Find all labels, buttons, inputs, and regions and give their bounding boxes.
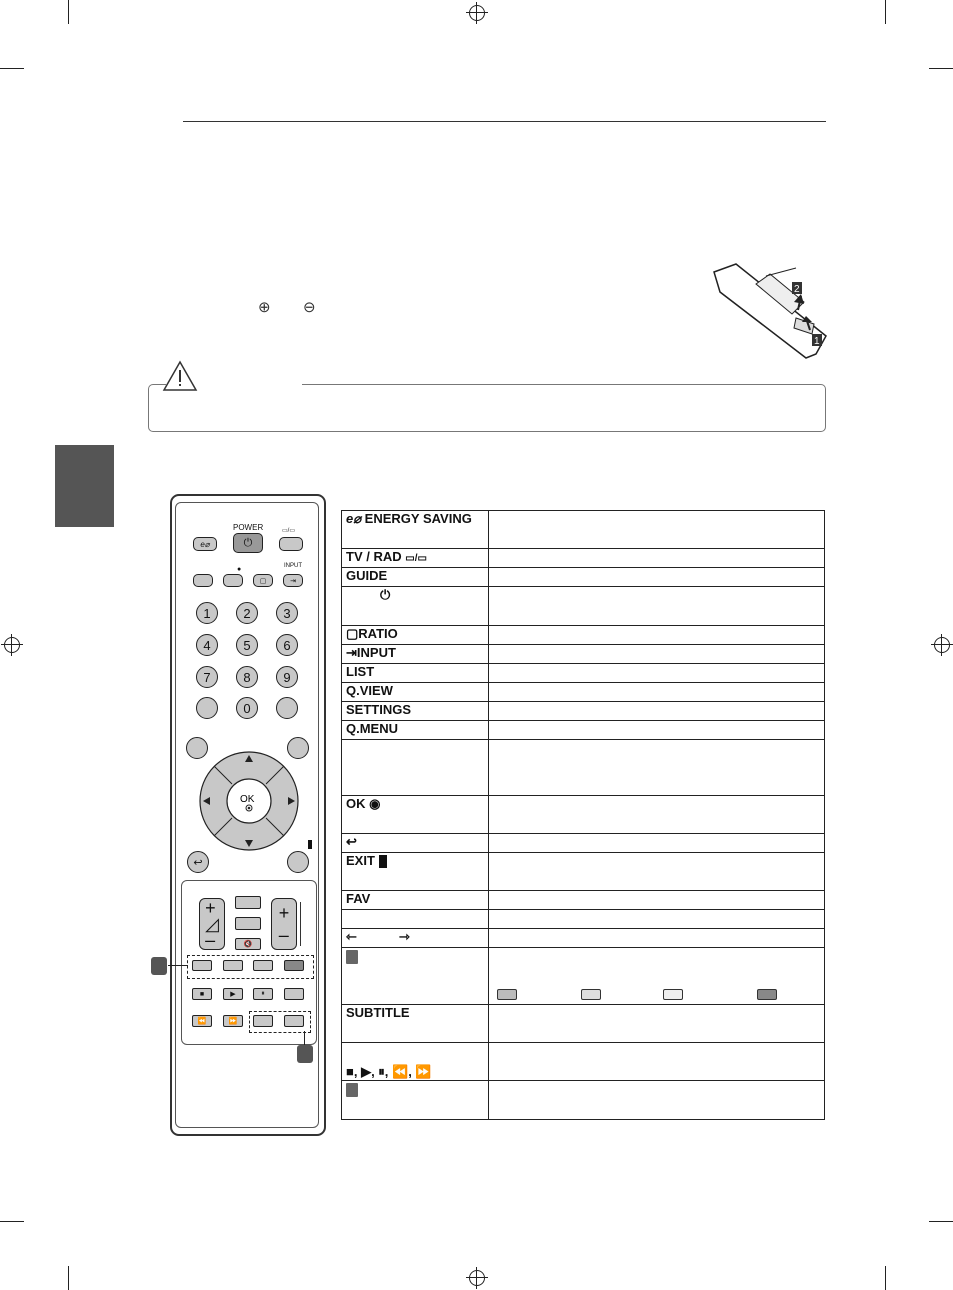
navigation-pad[interactable] [198, 749, 300, 853]
table-row [342, 796, 825, 834]
text-button[interactable] [253, 1015, 273, 1027]
yellow-button[interactable] [253, 960, 273, 971]
key-label: ENERGY SAVING [364, 511, 472, 526]
table-row [342, 626, 825, 645]
3d-button[interactable] [235, 917, 261, 930]
trim-mark [929, 68, 953, 69]
step-1-label: 1 [814, 336, 820, 347]
table-row [342, 683, 825, 702]
number-button-3[interactable]: 3 [276, 602, 298, 624]
table-row [342, 568, 825, 587]
key-label: SUBTITLE [342, 1005, 489, 1043]
table-row [342, 1043, 825, 1081]
number-button-6[interactable]: 6 [276, 634, 298, 656]
tv-radio-icon: ▭/▭ [405, 553, 427, 564]
pause-icon: ⏸ [261, 990, 265, 997]
callout-marker-b [297, 1045, 313, 1063]
key-label: SETTINGS [342, 702, 489, 721]
mute-icon: 🔇 [243, 941, 253, 948]
table-row [342, 740, 825, 796]
power-label: POWER [233, 523, 264, 532]
trim-mark [0, 68, 24, 69]
input-icon: ⇥ [290, 577, 296, 585]
rewind-button[interactable] [192, 1015, 212, 1027]
number-button-8[interactable]: 8 [236, 666, 258, 688]
table-row [342, 511, 825, 549]
tv-rad-button[interactable] [279, 537, 303, 551]
header-rule [183, 121, 826, 122]
t-opt-button[interactable] [284, 1015, 304, 1027]
key-label: INPUT [356, 645, 396, 660]
number-button-9[interactable]: 9 [276, 666, 298, 688]
key-label: GUIDE [342, 568, 489, 587]
subtitle-button[interactable] [284, 988, 304, 1000]
remote-key-table [341, 510, 825, 1120]
table-row [342, 929, 825, 948]
page-left-icon: ⇽ [346, 929, 357, 944]
number-button-2[interactable]: 2 [236, 602, 258, 624]
minus-icon: ⊖ [303, 299, 316, 316]
input-label: INPUT [284, 563, 302, 569]
table-row [342, 1005, 825, 1043]
qview-button[interactable] [276, 697, 298, 719]
color-square-icon [346, 1083, 358, 1097]
blue-button[interactable] [284, 960, 304, 971]
pause-button[interactable] [253, 988, 273, 1000]
registration-mark [934, 637, 950, 653]
registration-mark [469, 5, 485, 21]
table-row [342, 891, 825, 910]
mic-button[interactable] [223, 574, 243, 587]
ratio-icon: ▢ [346, 626, 359, 641]
red-button-icon [497, 989, 517, 1000]
key-label: EXIT [346, 853, 375, 868]
number-button-1[interactable]: 1 [196, 602, 218, 624]
ratio-button[interactable] [253, 574, 273, 587]
trim-mark [68, 0, 69, 24]
warning-icon [162, 360, 198, 392]
table-row [342, 645, 825, 664]
color-square-icon [346, 950, 358, 964]
exit-button[interactable] [287, 851, 309, 873]
stop-icon: ■ [199, 990, 205, 998]
volume-rocker[interactable]: + ◿ – [199, 898, 225, 950]
ok-dot-icon: ◉ [369, 796, 381, 811]
trim-mark [929, 1221, 953, 1222]
green-button[interactable] [223, 960, 243, 971]
back-icon: ↩ [193, 856, 203, 869]
number-button-7[interactable]: 7 [196, 666, 218, 688]
mic-icon: ● [237, 566, 242, 573]
key-label: RATIO [358, 626, 398, 641]
fast-forward-button[interactable] [223, 1015, 243, 1027]
eco-icon: e⌀ [200, 539, 210, 549]
trim-mark [885, 0, 886, 24]
table-row [342, 721, 825, 740]
channel-rocker[interactable]: + – [271, 898, 297, 950]
key-label: LIST [342, 664, 489, 683]
table-row [342, 549, 825, 568]
rewind-icon: ⏪ [197, 1018, 207, 1025]
section-tab [55, 445, 114, 527]
eco-icon: e⌀ [346, 511, 365, 526]
key-label: Q.VIEW [342, 683, 489, 702]
trim-mark [885, 1266, 886, 1290]
stop-button[interactable] [192, 988, 212, 1000]
registration-mark [4, 637, 20, 653]
ratio-icon: ▢ [259, 577, 267, 585]
page-arrows-icon [300, 902, 301, 946]
key-label: OK [346, 796, 366, 811]
key-label: FAV [342, 891, 489, 910]
mute-button[interactable] [235, 938, 261, 950]
number-button-0[interactable]: 0 [236, 697, 258, 719]
trim-mark [68, 1266, 69, 1290]
back-button[interactable] [187, 851, 209, 873]
table-row [342, 664, 825, 683]
table-row [342, 948, 825, 1005]
input-icon: ⇥ [346, 645, 357, 660]
callout-marker-a [151, 957, 167, 975]
exit-icon [308, 840, 312, 849]
key-label: TV / RAD [346, 549, 402, 564]
input-button[interactable] [283, 574, 303, 587]
play-icon: ▶ [230, 991, 236, 998]
trim-mark [0, 1221, 24, 1222]
number-button-5[interactable]: 5 [236, 634, 258, 656]
number-button-4[interactable]: 4 [196, 634, 218, 656]
fav-button[interactable] [235, 896, 261, 909]
caution-box [148, 384, 826, 432]
table-row [342, 702, 825, 721]
play-button[interactable] [223, 988, 243, 1000]
energy-saving-button[interactable] [193, 537, 217, 551]
registration-mark [469, 1270, 485, 1286]
back-icon: ↩ [346, 834, 357, 849]
playback-icons: ■, ▶, ⏸, ⏪, ⏩ [342, 1043, 489, 1081]
ok-button[interactable]: OK [240, 794, 255, 805]
tv-rad-icon: ▭/▭ [282, 528, 296, 534]
table-row [342, 853, 825, 891]
red-button[interactable] [192, 960, 212, 971]
guide-button[interactable] [193, 574, 213, 587]
table-row [342, 1081, 825, 1120]
blue-button-icon [757, 989, 777, 1000]
yellow-button-icon [663, 989, 683, 1000]
table-row [342, 834, 825, 853]
table-row [342, 587, 825, 626]
key-label: Q.MENU [342, 721, 489, 740]
fast-forward-icon: ⏩ [228, 1018, 238, 1025]
page-right-icon: ⇾ [398, 929, 410, 944]
table-row [342, 910, 825, 929]
power-icon: ⏻ [243, 536, 253, 549]
exit-icon [379, 855, 387, 868]
step-2-label: 2 [794, 284, 800, 295]
battery-cover-illustration [706, 258, 832, 362]
power-icon: ⏻ [380, 587, 391, 602]
plus-icon: ⊕ [258, 299, 271, 316]
green-button-icon [581, 989, 601, 1000]
list-button[interactable] [196, 697, 218, 719]
power-button[interactable] [233, 533, 263, 553]
